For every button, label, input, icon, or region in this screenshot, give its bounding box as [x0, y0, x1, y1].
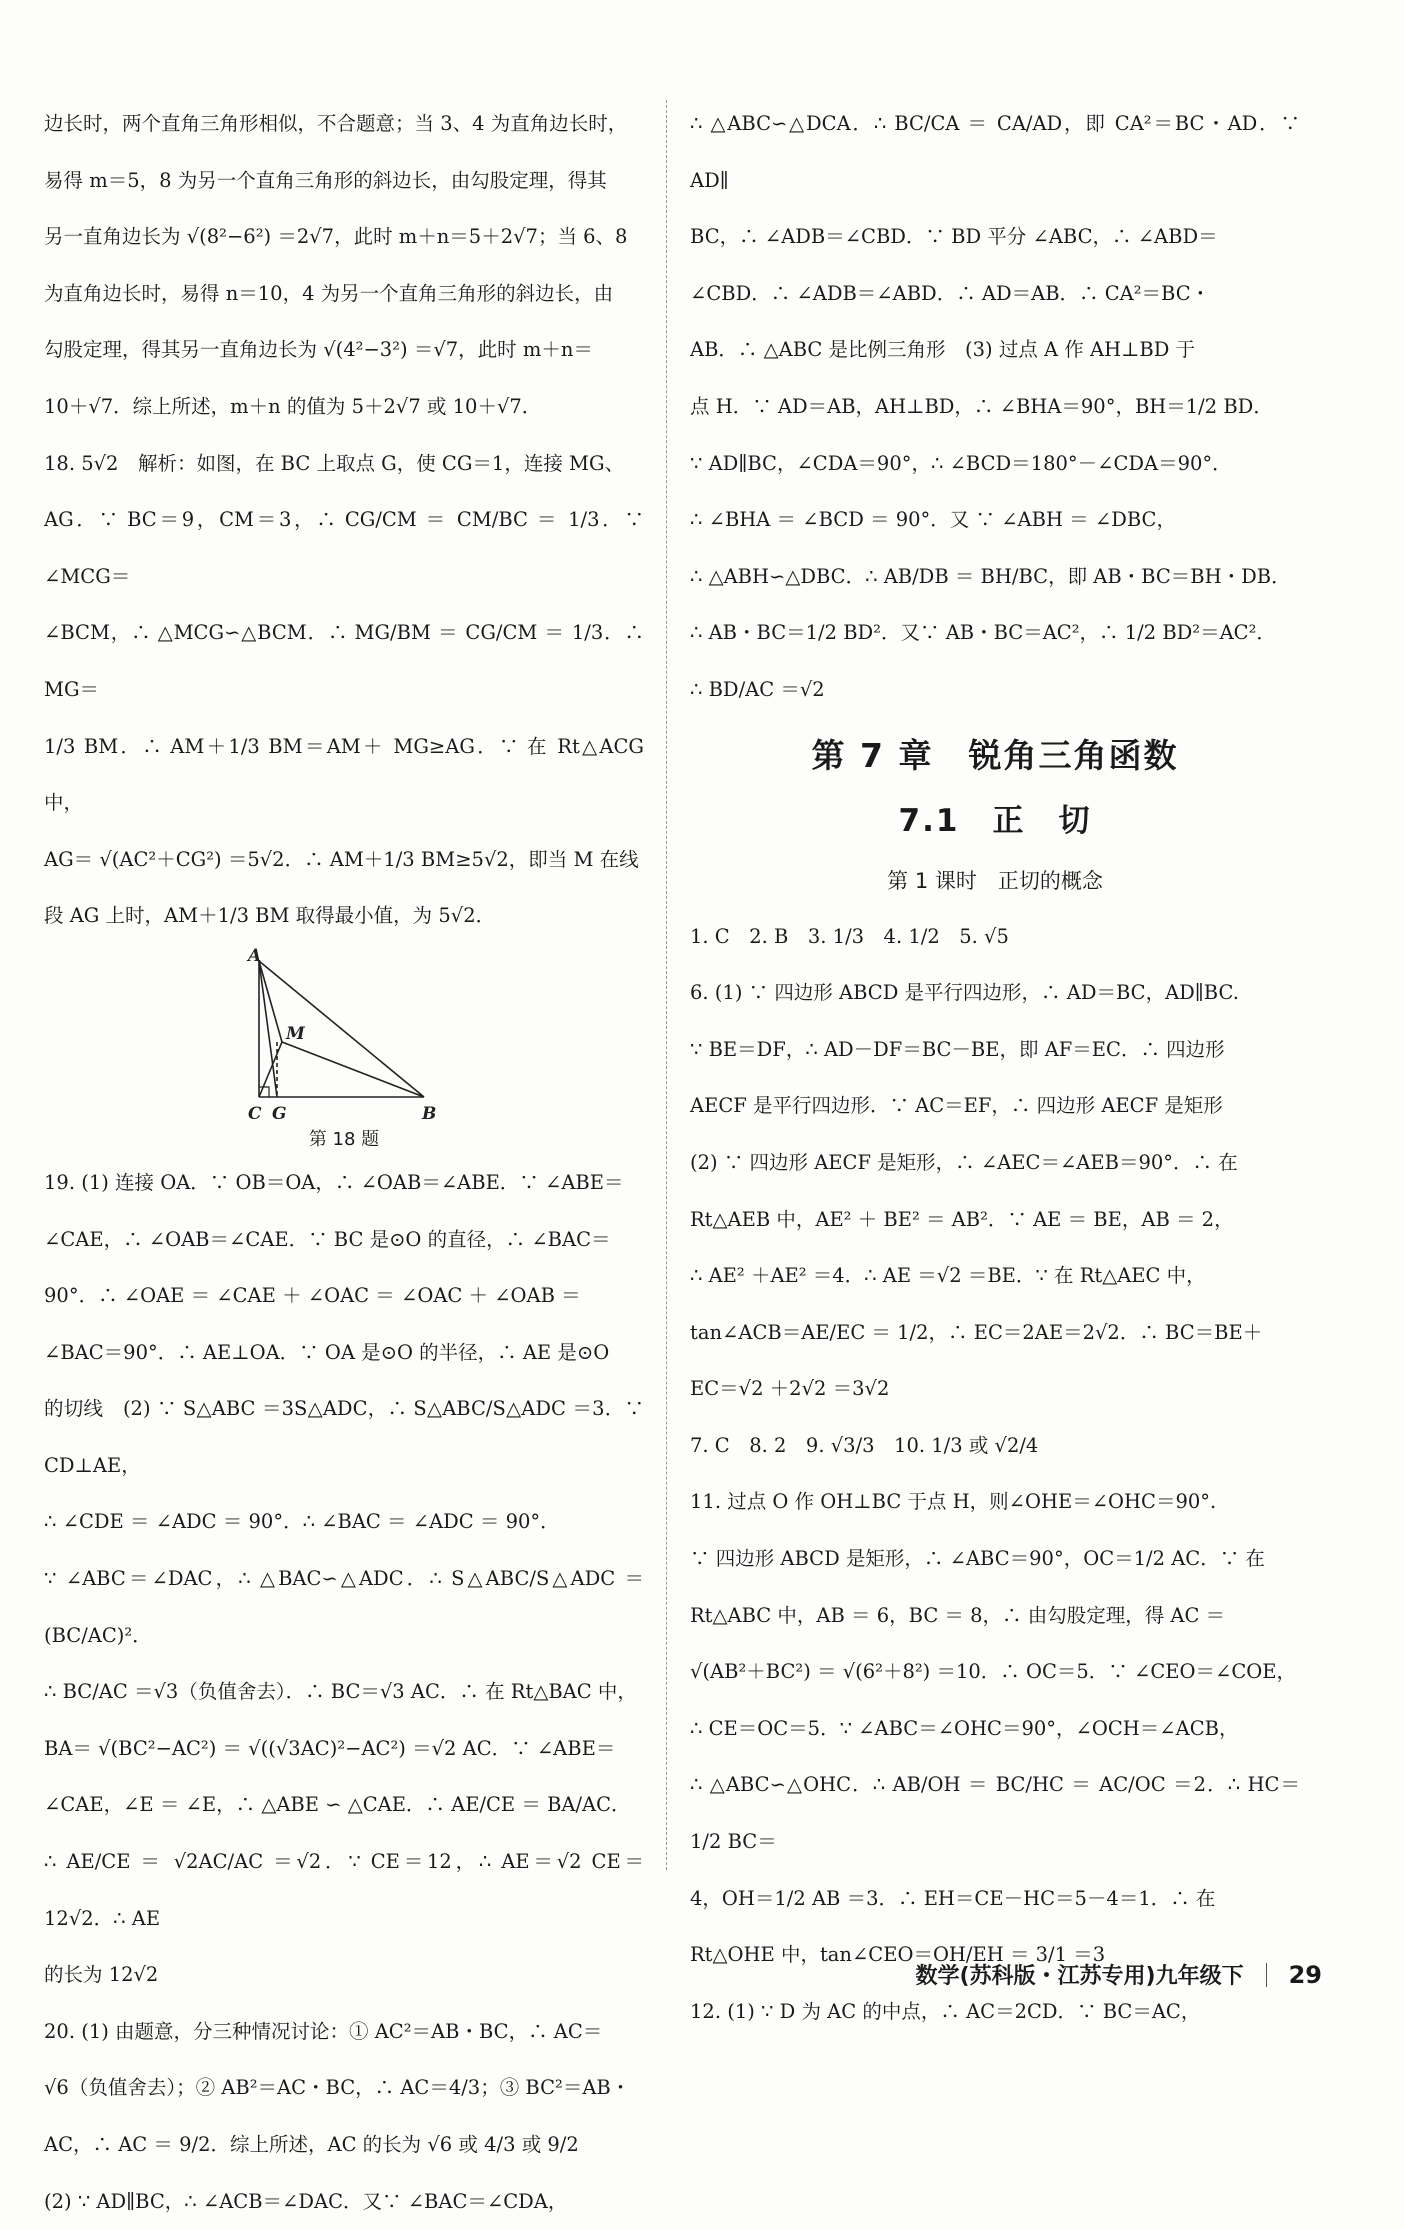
text-line: BC，∴ ∠ADB＝∠CBD．∵ BD 平分 ∠ABC，∴ ∠ABD＝: [690, 225, 1218, 249]
text-line: ∵ 四边形 ABCD 是矩形，∴ ∠ABC＝90°，OC＝1/2 AC．∵ 在: [690, 1547, 1265, 1571]
text-line: 点 H．∵ AD＝AB，AH⊥BD，∴ ∠BHA＝90°，BH＝1/2 BD．: [690, 394, 1273, 418]
book-title: 数学(苏科版・江苏专用)九年级下: [915, 1964, 1244, 1989]
text-line: ∴ ∠BHA ＝ ∠BCD ＝ 90°．又 ∵ ∠ABH ＝ ∠DBC，: [690, 508, 1176, 532]
problem-19-line: 19. (1) 连接 OA．∵ OB＝OA，∴ ∠OAB＝∠ABE．∵ ∠ABE＝: [44, 1170, 624, 1194]
problem-6-line: 6. (1) ∵ 四边形 ABCD 是平行四边形，∴ AD＝BC，AD∥BC.: [690, 981, 1239, 1005]
text-line: ∴ CE＝OC＝5．∵ ∠ABC＝∠OHC＝90°，∠OCH＝∠ACB，: [690, 1716, 1239, 1740]
text-line: 勾股定理，得其另一直角边长为 √(4²−3²) ＝√7，此时 m＋n＝: [44, 338, 593, 362]
text-line: 为直角边长时，易得 n＝10，4 为另一个直角三角形的斜边长，由: [44, 281, 614, 305]
figure-18: [44, 947, 644, 1127]
text-line: 1/3 BM．∴ AM＋1/3 BM＝AM＋ MG≥AG．∵ 在 Rt△ACG 中，: [44, 734, 644, 815]
text-line: ∠BAC＝90°．∴ AE⊥OA．∵ OA 是⊙O 的半径，∴ AE 是⊙O: [44, 1340, 610, 1364]
text-line: 10＋√7．综上所述，m＋n 的值为 5＋2√7 或 10＋√7．: [44, 394, 542, 418]
text-line: ∴ △ABH∽△DBC．∴ AB/DB ＝ BH/BC，即 AB・BC＝BH・DB．: [690, 564, 1291, 588]
figure-caption: 第 18 题: [308, 1128, 380, 1150]
text-line: Rt△OHE 中，tan∠CEO＝OH/EH ＝ 3/1 ＝3: [690, 1943, 1106, 1967]
text-line: 的切线 (2) ∵ S△ABC ＝3S△ADC，∴ S△ABC/S△ADC ＝3．∵ CD⊥AE，: [44, 1397, 644, 1477]
text-line: AC，∴ AC ＝ 9/2．综上所述，AC 的长为 √6 或 4/3 或 9/2: [44, 2133, 579, 2156]
column-divider: [666, 100, 667, 1870]
segment-ab: [259, 961, 424, 1097]
left-column: [44, 96, 644, 2230]
chapter-title: 第 7 章 锐角三角函数: [811, 735, 1179, 775]
segment-am: [259, 961, 282, 1042]
text-line: ∴ AE² ＋AE² ＝4．∴ AE ＝√2 ＝BE．∵ 在 Rt△AEC 中，: [690, 1264, 1206, 1288]
text-line: ∵ ∠ABC＝∠DAC，∴ △BAC∽△ADC．∴ S△ABC/S△ADC ＝(BC/AC)²．: [44, 1567, 644, 1647]
label-b: B: [422, 1103, 437, 1124]
text-line: √(AB²＋BC²) ＝ √(6²＋8²) ＝10．∴ OC＝5．∵ ∠CEO＝∠COE，: [690, 1660, 1296, 1684]
text-line: √6（负值舍去）；② AB²＝AC・BC，∴ AC＝4/3；③ BC²＝AB・: [44, 2076, 631, 2100]
text-line: (2) ∵ 四边形 AECF 是矩形，∴ ∠AEC＝∠AEB＝90°．∴ 在: [690, 1150, 1238, 1174]
text-line: AG．∵ BC＝9，CM＝3，∴ CG/CM ＝ CM/BC ＝ 1/3．∵ ∠MCG＝: [44, 508, 644, 588]
section-title: 7.1 正 切: [898, 802, 1092, 839]
segment-mb: [282, 1042, 424, 1097]
label-m: M: [286, 1023, 305, 1044]
text-line: ∠CAE，∴ ∠OAB＝∠CAE．∵ BC 是⊙O 的直径，∴ ∠BAC＝: [44, 1227, 611, 1251]
text-line: ∴ ∠CDE ＝ ∠ADC ＝ 90°．∴ ∠BAC ＝ ∠ADC ＝ 90°．: [44, 1510, 560, 1534]
problem-20-line: 20. (1) 由题意，分三种情况讨论：① AC²＝AB・BC，∴ AC＝: [44, 2019, 603, 2043]
text-line: ∠CAE，∠E ＝ ∠E，∴ △ABE ∽ △CAE．∴ AE/CE ＝ BA/AC．: [44, 1793, 631, 1817]
problem-18-line: 18. 5√2 解析：如图，在 BC 上取点 G，使 CG＝1，连接 MG、: [44, 451, 625, 475]
answer-line: 7. C 8. 2 9. √3/3 10. 1/3 或 √2/4: [690, 1433, 1039, 1457]
text-line: ∠BCM，∴ △MCG∽△BCM．∴ MG/BM ＝ CG/CM ＝ 1/3．∴ MG＝: [44, 621, 644, 701]
text-line: Rt△ABC 中，AB ＝ 6，BC ＝ 8，∴ 由勾股定理，得 AC ＝: [690, 1603, 1226, 1627]
triangle-diagram: [244, 947, 444, 1127]
text-line: Rt△AEB 中，AE² ＋ BE² ＝ AB²．∵ AE ＝ BE，AB ＝ 2，: [690, 1207, 1234, 1231]
text-line: 90°．∴ ∠OAE ＝ ∠CAE ＋ ∠OAC ＝ ∠OAC ＋ ∠OAB ＝: [44, 1284, 581, 1308]
page-footer: [915, 1960, 1322, 1992]
footer-separator: [1266, 1963, 1267, 1987]
text-line: 的长为 12√2: [44, 1963, 159, 1987]
lesson-title: 第 1 课时 正切的概念: [887, 868, 1103, 893]
text-line: 另一直角边长为 √(8²−6²) ＝2√7，此时 m＋n＝5＋2√7；当 6、8: [44, 225, 628, 249]
label-c: C: [248, 1103, 262, 1124]
text-line: ∴ AE/CE ＝ √2AC/AC ＝√2．∵ CE＝12，∴ AE＝√2 CE＝12√2．∴ AE: [44, 1850, 644, 1930]
text-line: ∠CBD．∴ ∠ADB＝∠ABD．∴ AD＝AB．∴ CA²＝BC・: [690, 281, 1211, 305]
text-line: ∴ AB・BC＝1/2 BD²．又∵ AB・BC＝AC²，∴ 1/2 BD²＝AC²．: [690, 621, 1276, 645]
text-line: (2) ∵ AD∥BC，∴ ∠ACB＝∠DAC．又∵ ∠BAC＝∠CDA，: [44, 2189, 568, 2213]
text-line: 段 AG 上时，AM＋1/3 BM 取得最小值，为 5√2．: [44, 904, 496, 928]
problem-12-line: 12. (1) ∵ D 为 AC 的中点，∴ AC＝2CD．∵ BC＝AC，: [690, 1999, 1201, 2023]
text-line: ∴ BD/AC ＝√2: [690, 677, 825, 701]
label-a: A: [248, 946, 262, 966]
text-line: EC＝√2 ＋2√2 ＝3√2: [690, 1377, 890, 1401]
label-g: G: [272, 1103, 287, 1124]
text-line: BA＝ √(BC²−AC²) ＝ √((√3AC)²−AC²) ＝√2 AC．∵ ∠ABE＝: [44, 1736, 616, 1760]
text-line: AB．∴ △ABC 是比例三角形 (3) 过点 A 作 AH⊥BD 于: [690, 338, 1196, 362]
text-line: 4，OH＝1/2 AB ＝3．∴ EH＝CE－HC＝5－4＝1．∴ 在: [690, 1886, 1216, 1910]
text-line: tan∠ACB＝AE/EC ＝ 1/2，∴ EC＝2AE＝2√2．∴ BC＝BE＋: [690, 1320, 1263, 1344]
page-number: 29: [1288, 1961, 1322, 1989]
text-line: 边长时，两个直角三角形相似，不合题意；当 3、4 为直角边长时，: [44, 112, 628, 135]
right-column: [690, 96, 1300, 2040]
text-line: AECF 是平行四边形．∵ AC＝EF，∴ 四边形 AECF 是矩形: [690, 1094, 1223, 1118]
text-line: ∴ △ABC∽△DCA．∴ BC/CA ＝ CA/AD，即 CA²＝BC・AD．∵ AD∥: [690, 112, 1300, 192]
text-line: ∵ AD∥BC，∠CDA＝90°，∴ ∠BCD＝180°－∠CDA＝90°．: [690, 451, 1232, 475]
text-line: ∴ △ABC∽△OHC．∴ AB/OH ＝ BC/HC ＝ AC/OC ＝2．∴ HC＝1/2 BC＝: [690, 1773, 1300, 1854]
text-line: ∵ BE＝DF，∴ AD－DF＝BC－BE，即 AF＝EC．∴ 四边形: [690, 1037, 1225, 1061]
text-line: ∴ BC/AC ＝√3（负值舍去）．∴ BC＝√3 AC．∴ 在 Rt△BAC 中，: [44, 1680, 637, 1704]
text-line: 易得 m＝5，8 为另一个直角三角形的斜边长，由勾股定理，得其: [44, 168, 607, 192]
text-line: AG＝ √(AC²＋CG²) ＝5√2．∴ AM＋1/3 BM≥5√2，即当 M 在线: [44, 847, 639, 871]
answer-line: 1. C 2. B 3. 1/3 4. 1/2 5. √5: [690, 924, 1009, 948]
problem-11-line: 11. 过点 O 作 OH⊥BC 于点 H，则∠OHE＝∠OHC＝90°.: [690, 1490, 1217, 1514]
